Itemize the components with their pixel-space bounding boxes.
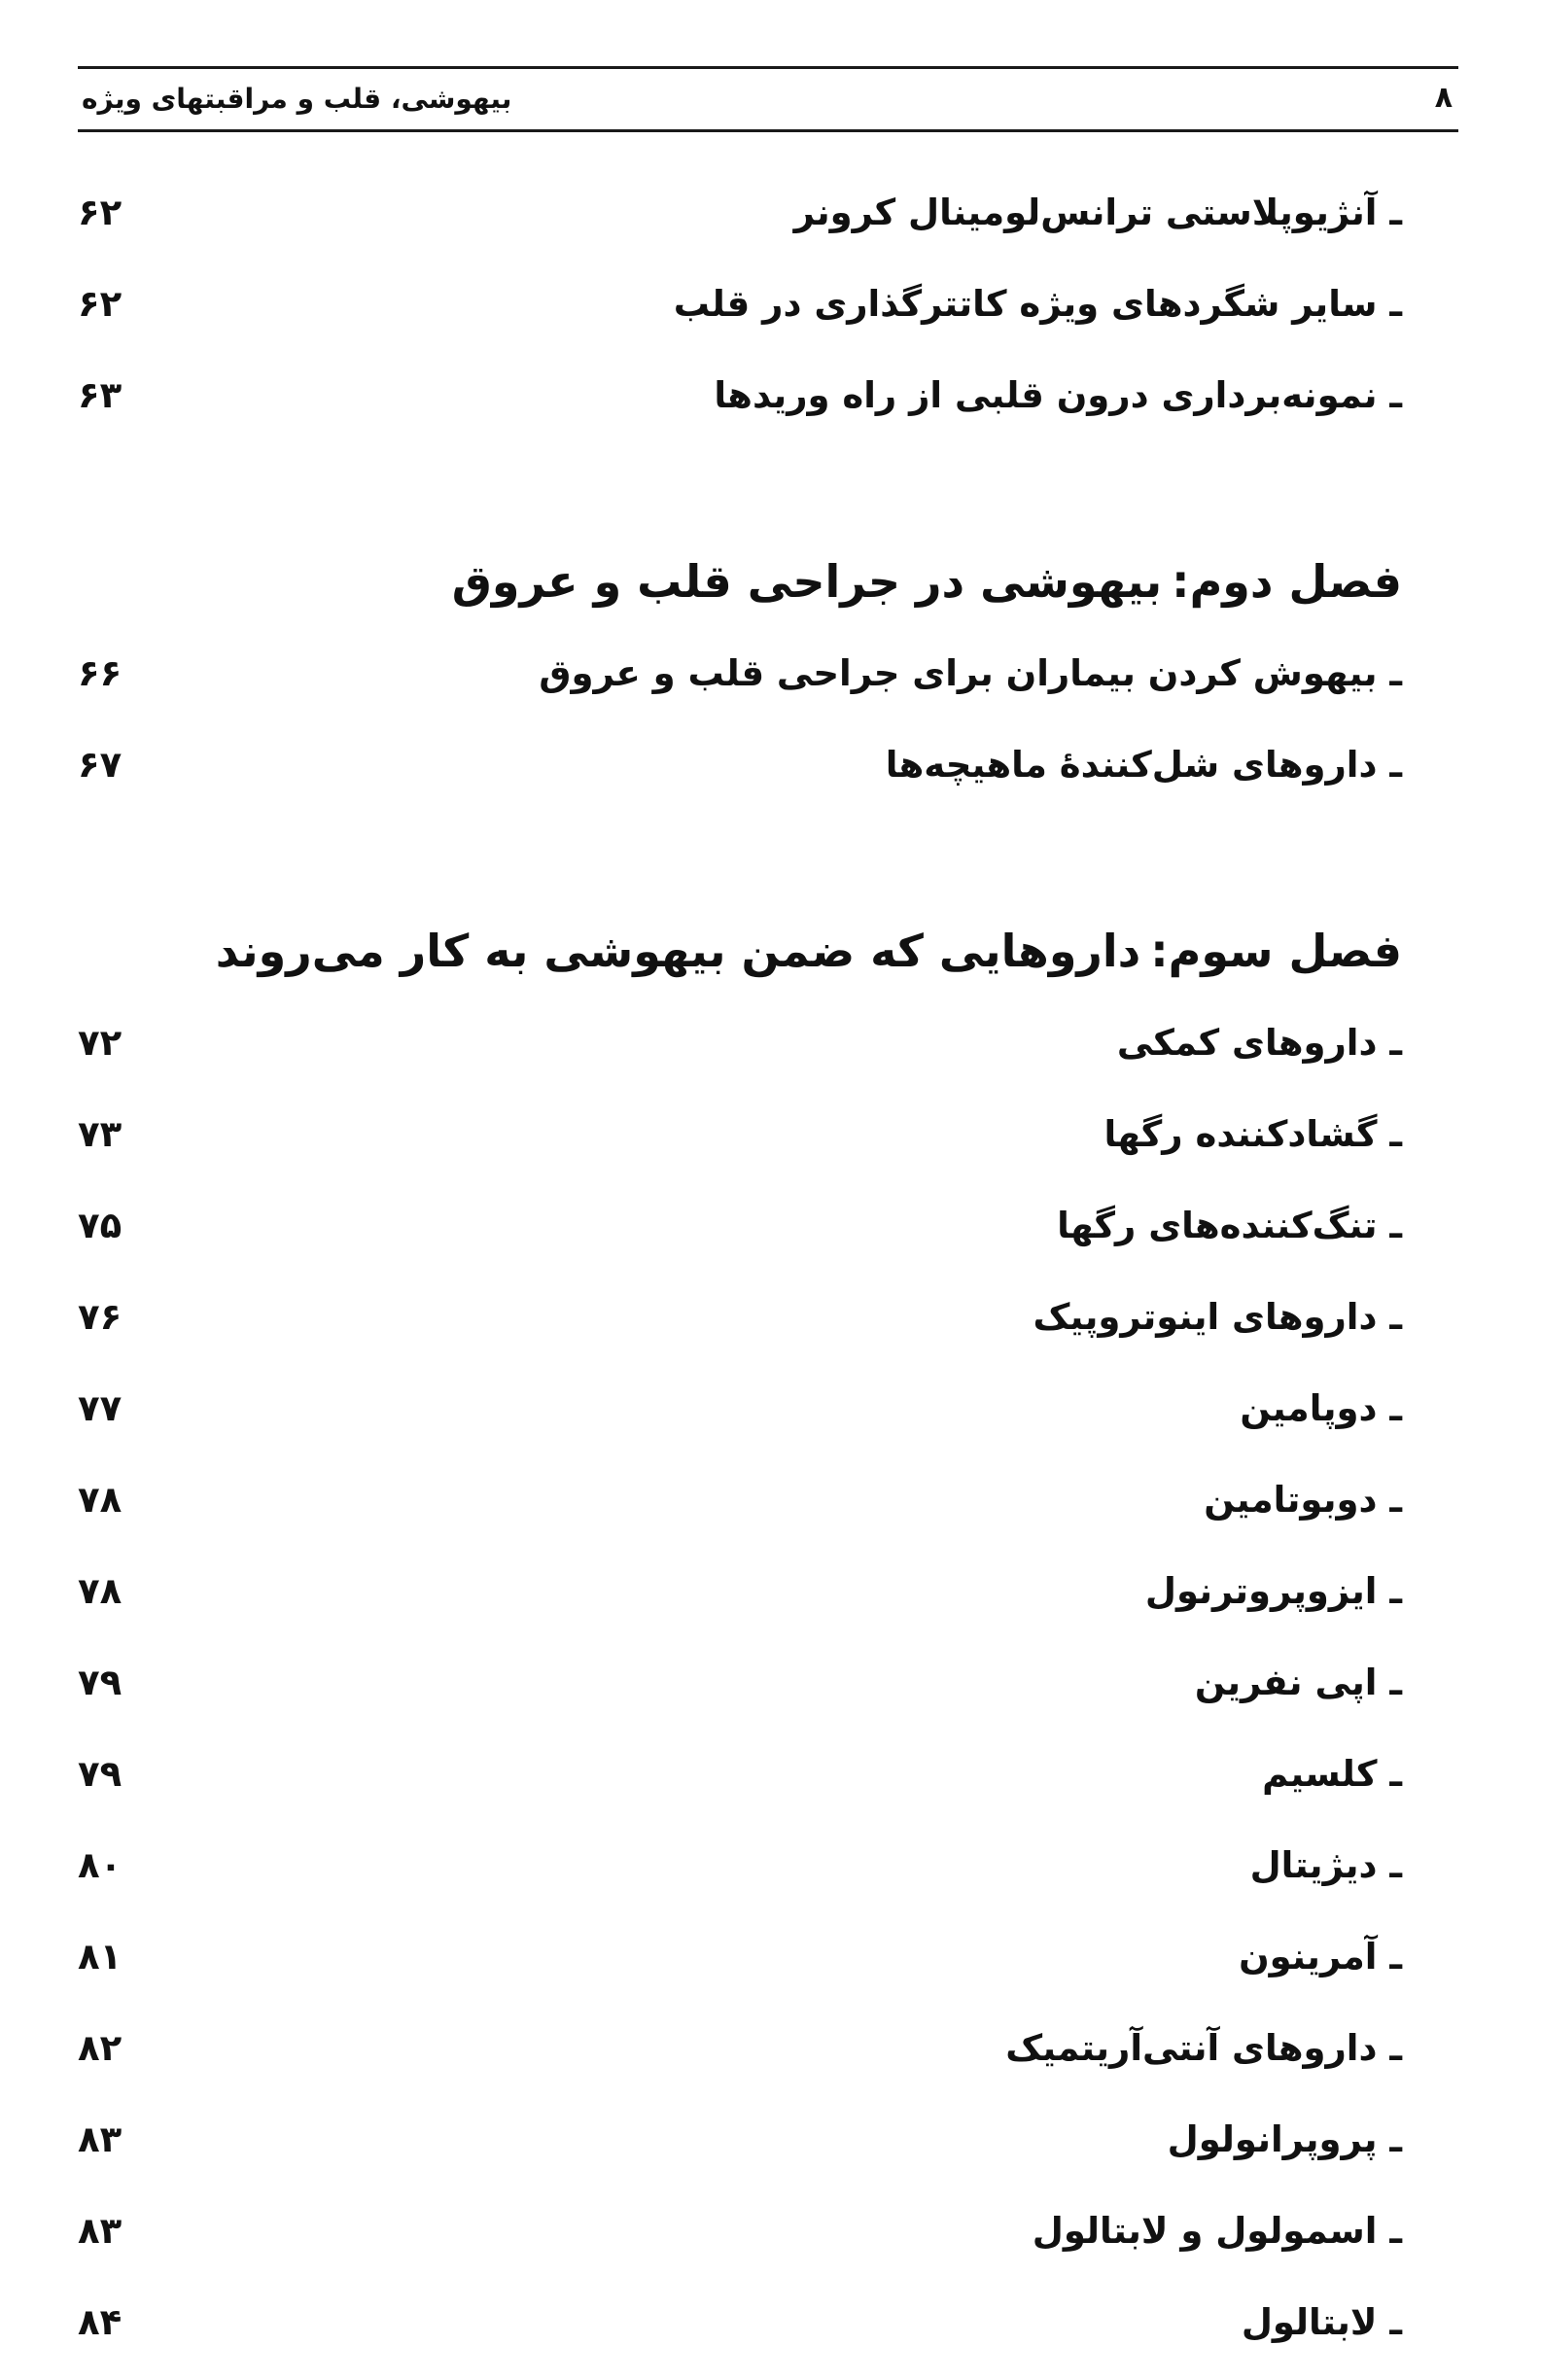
dot-leader xyxy=(156,2222,1023,2252)
toc-entry-title: ـ آمرینون xyxy=(1233,1936,1402,1978)
toc-entry xyxy=(78,1909,1402,2001)
toc-entry-title: ـ ایزوپروترنول xyxy=(1139,1570,1402,1612)
dot-leader xyxy=(156,1583,1136,1612)
toc-entry xyxy=(78,2001,1402,2092)
toc-entry xyxy=(78,1727,1402,1818)
chapter-3-heading xyxy=(78,902,1402,996)
dot-leader xyxy=(156,1766,1252,1795)
running-header-title: بیهوشی، قلب و مراقبتهای ویژه xyxy=(82,83,512,115)
dot-leader xyxy=(156,1948,1229,1978)
toc-entry-title: ـ تنگ‌کننده‌های رگها xyxy=(1051,1205,1402,1246)
toc-entry-page: ۷۹ xyxy=(78,1662,123,1703)
toc-entry-title: ـ پروپرانولول xyxy=(1162,2118,1402,2160)
toc-entry xyxy=(78,1361,1402,1452)
toc-entry xyxy=(78,996,1402,1087)
dot-leader xyxy=(156,2131,1158,2160)
toc-entry xyxy=(78,1452,1402,1544)
toc-entry-page: ۶۲ xyxy=(78,283,123,325)
dot-leader xyxy=(156,1217,1047,1246)
toc-entry-page: ۷۲ xyxy=(78,1022,123,1064)
toc-entry xyxy=(78,1635,1402,1727)
toc-entry-title: ـ بیهوش کردن بیماران برای جراحی قلب و عروق xyxy=(533,652,1402,694)
toc-entry-title: ـ دیژیتال xyxy=(1244,1844,1402,1886)
toc-entry-page: ۸۳ xyxy=(78,2118,123,2160)
dot-leader xyxy=(156,2040,996,2069)
toc-entry-title: ـ دوبوتامین xyxy=(1198,1479,1402,1521)
toc-entry xyxy=(78,718,1402,809)
toc-entry-title: ـ داروهای کمکی xyxy=(1111,1022,1402,1064)
section-spacer xyxy=(78,809,1402,902)
chapter-2-heading xyxy=(78,533,1402,626)
toc-entry-title: ـ نمونه‌برداری درون قلبی از راه وریدها xyxy=(708,374,1402,416)
running-header xyxy=(78,66,1458,132)
toc-entry xyxy=(78,2184,1402,2275)
toc-entry-title: ـ داروهای آنتی‌آریتمیک xyxy=(999,2027,1402,2069)
toc-entry xyxy=(78,165,1402,257)
toc-entry-page: ۶۳ xyxy=(78,374,123,416)
dot-leader xyxy=(156,1309,1023,1338)
dot-leader xyxy=(156,1491,1194,1521)
dot-leader xyxy=(156,1034,1107,1064)
chapter-3-label: فصل سوم: xyxy=(1150,925,1402,977)
dot-leader xyxy=(156,387,704,416)
toc-entry-page: ۷۳ xyxy=(78,1113,123,1155)
toc-entry xyxy=(78,1544,1402,1635)
toc-entry-title: ـ دوپامین xyxy=(1234,1387,1402,1429)
toc-entry-title: ـ اپی نفرین xyxy=(1189,1662,1402,1703)
toc-entry xyxy=(78,348,1402,439)
toc-entry-page: ۸۱ xyxy=(78,1936,123,1978)
toc-entry-page: ۶۷ xyxy=(78,744,123,786)
toc-entry xyxy=(78,1178,1402,1270)
toc-entry-title: ـ اسمولول و لابتالول xyxy=(1027,2210,1402,2252)
chapter-3-title: داروهایی که ضمن بیهوشی به کار می‌روند xyxy=(215,925,1141,977)
toc-entry-page: ۸۲ xyxy=(78,2027,123,2069)
toc-entry xyxy=(78,257,1402,348)
toc-entry-page: ۶۶ xyxy=(78,652,123,694)
toc-entry-page: ۷۸ xyxy=(78,1570,123,1612)
toc-entry-page: ۸۴ xyxy=(78,2301,123,2343)
toc-entry-page: ۸۳ xyxy=(78,2210,123,2252)
toc-entry xyxy=(78,2092,1402,2184)
dot-leader xyxy=(156,204,785,233)
toc-entry-page: ۷۶ xyxy=(78,1296,123,1338)
toc-entry-title: ـ کلسیم xyxy=(1256,1753,1402,1795)
toc-entry-page: ۷۹ xyxy=(78,1753,123,1795)
dot-leader xyxy=(156,1400,1230,1429)
toc-entry xyxy=(78,1270,1402,1361)
dot-leader xyxy=(156,296,664,325)
dot-leader xyxy=(156,665,529,694)
section-spacer xyxy=(78,439,1402,533)
dot-leader xyxy=(156,2314,1232,2343)
toc-entry-page: ۷۸ xyxy=(78,1479,123,1521)
toc-entry-title: ـ داروهای اینوتروپیک xyxy=(1027,1296,1402,1338)
toc-entry-title: ـ سایر شگردهای ویژه کاتترگذاری در قلب xyxy=(668,283,1402,325)
toc-entry xyxy=(78,1087,1402,1178)
toc-entry xyxy=(78,626,1402,718)
toc-entry-page: ۷۵ xyxy=(78,1205,123,1246)
toc-entry-page: ۸۰ xyxy=(78,1844,123,1886)
toc-entry-title: ـ داروهای شل‌کنندهٔ ماهیچه‌ها xyxy=(880,744,1402,786)
dot-leader xyxy=(156,1674,1185,1703)
toc-entry xyxy=(78,1818,1402,1909)
toc-entry xyxy=(78,2275,1402,2366)
toc-entry-title: ـ لابتالول xyxy=(1236,2301,1402,2343)
toc-entry-page: ۷۷ xyxy=(78,1387,123,1429)
toc-entry-title: ـ گشادکننده رگها xyxy=(1098,1113,1402,1155)
chapter-2-label: فصل دوم: xyxy=(1172,555,1402,608)
dot-leader xyxy=(156,756,876,786)
dot-leader xyxy=(156,1126,1094,1155)
chapter-2-title: بیهوشی در جراحی قلب و عروق xyxy=(451,555,1163,608)
page-number: ۸ xyxy=(1434,81,1453,115)
toc-entry-title: ـ آنژیوپلاستی ترانس‌لومینال کرونر xyxy=(788,192,1402,233)
toc-entry-page: ۶۲ xyxy=(78,192,123,233)
dot-leader xyxy=(156,1857,1241,1886)
table-of-contents xyxy=(78,165,1402,2366)
